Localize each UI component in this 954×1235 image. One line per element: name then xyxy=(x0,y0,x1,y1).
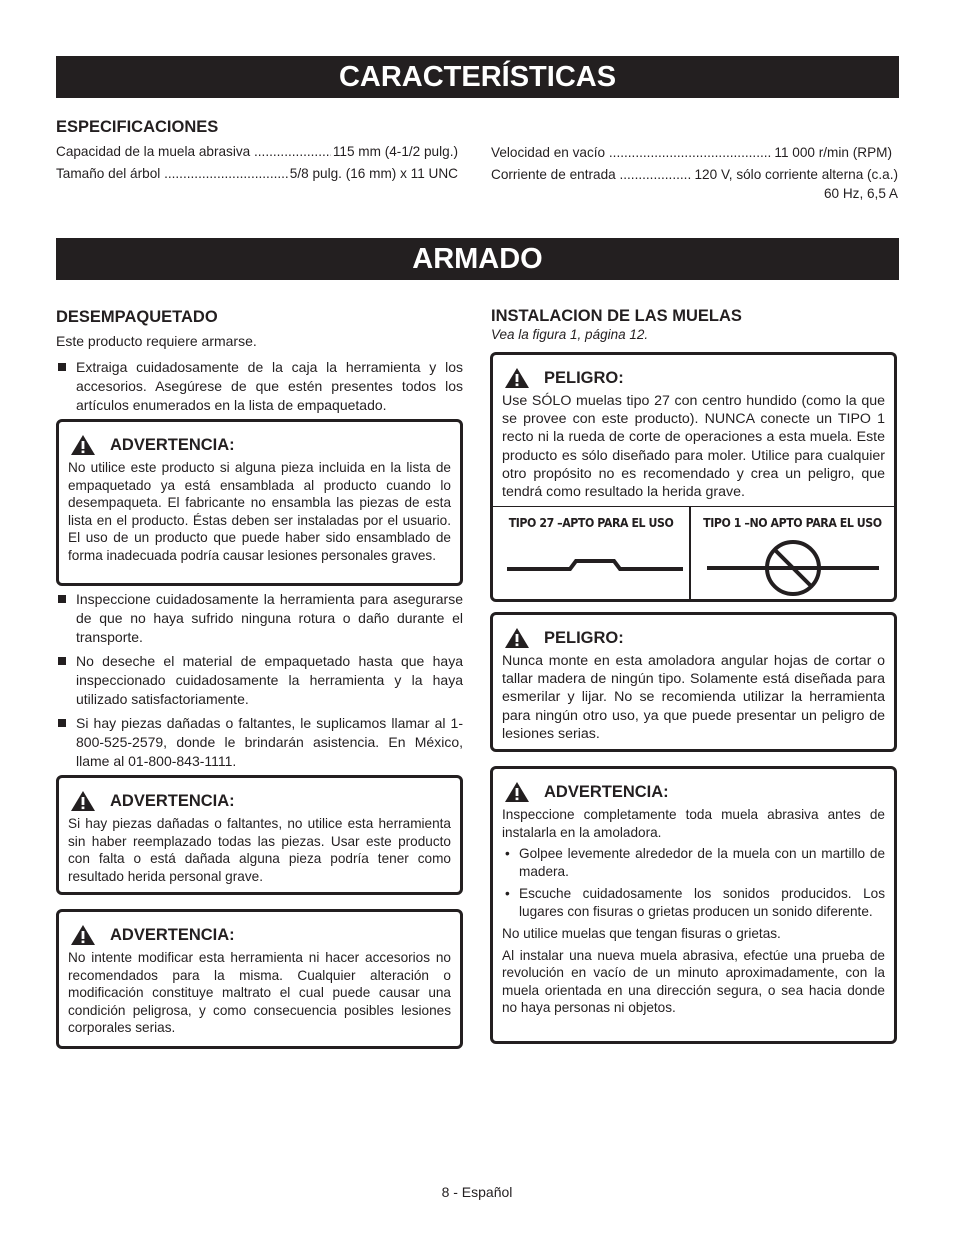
bullet-list xyxy=(56,358,463,415)
instalacion-heading: INSTALACION DE LAS MUELAS xyxy=(491,307,742,325)
warning-triangle-icon xyxy=(504,367,530,389)
danger-box-1 xyxy=(490,352,897,508)
list-item: • Golpee levemente alrededor de la muela con un martillo de madera. xyxy=(502,845,885,880)
spec-row-cont: 60 Hz, 6,5 A xyxy=(823,186,898,201)
warning-text: No utilice muelas que tengan fisuras o grietas. xyxy=(502,926,781,941)
type1-cell xyxy=(689,507,894,599)
warning-text: Si hay piezas dañadas o faltantes, no utilice esta herramienta sin haber reemplazado todas las piezas. Usar este producto con falta o está dañada alguna pieza podría tener como resultado herida personal grave. xyxy=(68,816,451,884)
page-footer: 8 - Español xyxy=(441,1184,513,1200)
warning-box-2 xyxy=(56,775,463,895)
warning-triangle-icon xyxy=(70,924,96,946)
caracteristicas-banner: CARACTERÍSTICAS xyxy=(56,56,899,98)
bullet-list xyxy=(56,590,463,771)
spec-row: Corriente de entrada ..... 120 V, sólo corriente alterna (c.a.) xyxy=(491,164,898,186)
list-item: Si hay piezas dañadas o faltantes, le suplicamos llamar al 1-800-525-2579, donde le brindarán asistencia. En México, llame al 01-800-843-1111. xyxy=(56,714,463,771)
type27-cell xyxy=(493,507,689,599)
figure-reference: Vea la figura 1, página 12. xyxy=(491,327,649,342)
type27-label: TIPO 27 –APTO PARA EL USO xyxy=(508,515,674,530)
specs-left xyxy=(56,141,458,185)
warning-triangle-icon xyxy=(504,781,530,803)
prohibited-wheel-icon xyxy=(707,539,879,597)
warning-text: No intente modificar esta herramienta ni hacer accesorios no recomendados para la misma. Cualquier alteración o modificación constituye maltrato el cual puede causar una condición peligrosa, y como consecuencia posibles lesiones corporales serias. xyxy=(68,950,451,1035)
warning-triangle-icon xyxy=(504,627,530,649)
danger-text: Nunca monte en esta amoladora angular hojas de cortar o tallar madera de ningún tipo. Solamente está diseñada para esmerilar y lijar. No se recomienda utilizar la herramienta para ningún otro uso, ya que puede presentar un peligro de lesiones serias. xyxy=(502,653,885,742)
warning-box-4 xyxy=(490,766,897,1044)
intro-text: Este producto requiere armarse. xyxy=(56,333,257,349)
spec-row: Capacidad de la muela abrasiva ..... 115 mm (4-1/2 pulg.) xyxy=(56,141,458,163)
list-item: • Escuche cuidadosamente los sonidos producidos. Los lugares con fisuras o grietas producen un sonido diferente. xyxy=(502,885,885,920)
desempaquetado-section xyxy=(56,308,463,420)
warning-box-3 xyxy=(56,909,463,1049)
bullet-section xyxy=(56,590,463,776)
especificaciones-heading: ESPECIFICACIONES xyxy=(56,118,219,136)
armado-banner: ARMADO xyxy=(56,238,899,280)
warning-triangle-icon xyxy=(70,790,96,812)
instalacion-section xyxy=(491,307,898,342)
specs-right xyxy=(491,142,898,201)
desempaquetado-heading: DESEMPAQUETADO xyxy=(56,308,218,326)
warning-header: ADVERTENCIA: xyxy=(68,434,451,456)
warning-box-1 xyxy=(56,419,463,586)
type27-wheel-icon xyxy=(507,557,683,577)
type1-label: TIPO 1 –NO APTO PARA EL USO xyxy=(703,515,882,530)
warning-triangle-icon xyxy=(70,434,96,456)
list-item: No deseche el material de empaquetado hasta que haya inspeccionado cuidadosamente la herramienta y la haya utilizado satisfactoriamente. xyxy=(56,652,463,709)
list-item: Extraiga cuidadosamente de la caja la herramienta y los accesorios. Asegúrese de que estén presentes todos los artículos enumerados en la lista de empaquetado. xyxy=(56,358,463,415)
spec-row: Tamaño del árbol ..... 5/8 pulg. (16 mm) x 11 UNC xyxy=(56,163,458,185)
danger-text: Use SÓLO muelas tipo 27 con centro hundido (como la que se provee con este producto). NUNCA conecte un TIPO 1 recto ni la rueda de corte de operaciones a esta muela. Este producto es sólo diseñado para moler. Utilice para cualquier otro propósito no es recomendado y crea un peligro, que tendrá como resultado la herida grave. xyxy=(502,393,885,501)
wheel-type-figure xyxy=(490,506,897,602)
warning-intro: Inspeccione completamente toda muela abrasiva antes de instalarla en la amoladora. xyxy=(502,807,885,840)
danger-header: PELIGRO: xyxy=(502,367,885,389)
warning-header: ADVERTENCIA: xyxy=(502,781,885,803)
warning-header: ADVERTENCIA: xyxy=(68,924,451,946)
list-item: Inspeccione cuidadosamente la herramienta para asegurarse de que no haya sufrido ninguna rotura o daño durante el transporte. xyxy=(56,590,463,647)
spec-row: Velocidad en vacío ..... 11 000 r/min (RPM) xyxy=(491,142,898,164)
dot-list xyxy=(502,845,885,920)
danger-header: PELIGRO: xyxy=(502,627,885,649)
warning-text: Al instalar una nueva muela abrasiva, efectúe una prueba de revolución en vacío de un minuto aproximadamente, con la muela orientada en una dirección segura, o sea hacia donde no haya personas ni objetos. xyxy=(502,947,885,1015)
warning-text: No utilice este producto si alguna pieza incluida en la lista de empaquetado ya está ensamblada al producto cuando lo desempaqueta. El fabricante no ensambla las piezas de esta lista en el producto. Éstas deben ser instaladas por el usuario. El uso de un producto que puede haber sido ensamblado de forma inadecuada podría causar lesiones personales graves. xyxy=(68,460,451,563)
danger-box-2 xyxy=(490,612,897,752)
warning-header: ADVERTENCIA: xyxy=(68,790,451,812)
